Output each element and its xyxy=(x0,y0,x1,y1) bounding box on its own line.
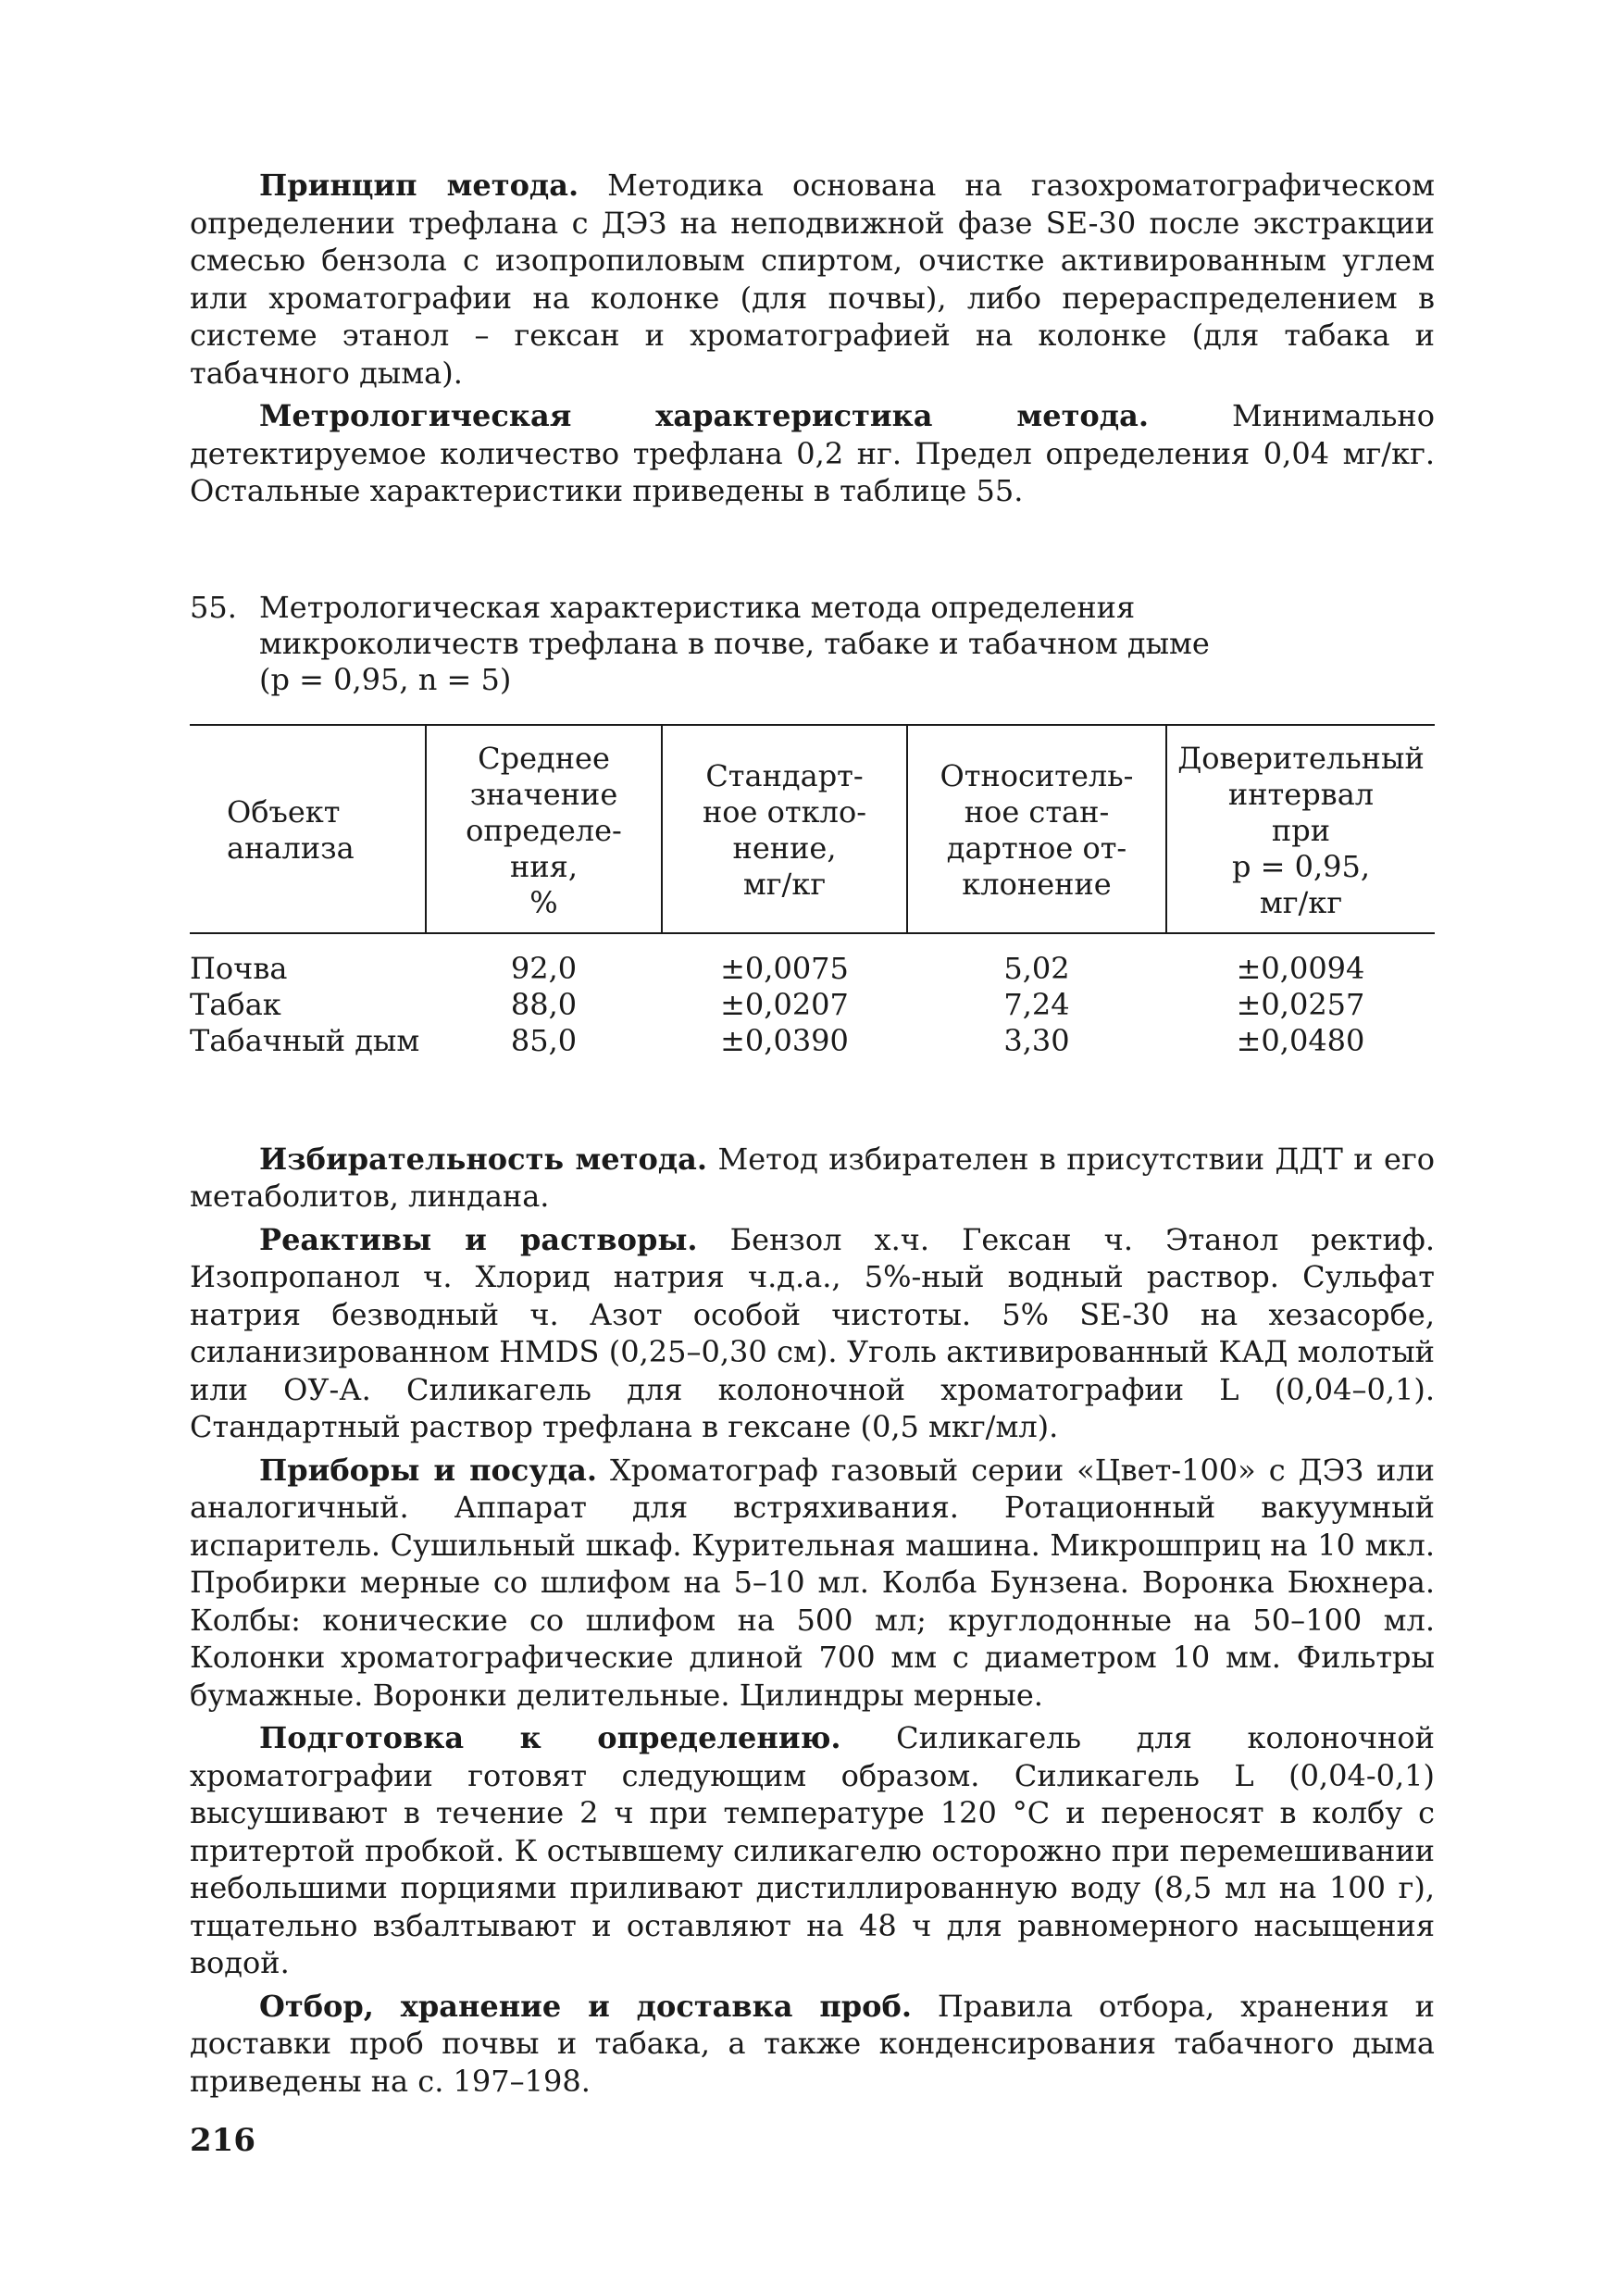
paragraph-heading: Отбор, хранение и доставка проб. xyxy=(259,1988,912,2024)
cell-mean: 92,0 xyxy=(510,950,578,986)
cell-std-dev: ±0,0207 xyxy=(720,986,849,1022)
cell-conf-interval: ±0,0094 xyxy=(1236,950,1365,986)
paragraph-heading: Метрологическая характеристика метода. xyxy=(259,398,1149,433)
equipment-paragraph xyxy=(190,1452,1435,1715)
cell-object: Почва xyxy=(190,950,288,986)
paragraph-text: Метод избирателен в присутствии ДДТ и его метаболитов, линдана. xyxy=(190,1141,1436,1214)
paragraph-text: Бензол х.ч. Гексан ч. Этанол ректиф. Изопропанол ч. Хлорид натрия ч.д.а., 5%-ный водный раствор. Сульфат натрия безводный ч. Азот особой чистоты. 5% SE-30 на хезасорбе, силанизированном HMDS (0,25–0,30 см). Уголь активированный КАД молотый или ОУ-А. Силикагель для колоночной хроматографии L (0,04–0,1). Стандартный раствор трефлана в гексане (0,5 мкг/мл). xyxy=(190,1221,1436,1444)
header-mean: Среднее значение определе- ния, % xyxy=(426,725,662,933)
cell-std-dev: ±0,0075 xyxy=(720,950,849,986)
metrology-table xyxy=(190,724,1435,1059)
sampling-paragraph xyxy=(190,1988,1435,2101)
paragraph-heading: Приборы и посуда. xyxy=(259,1452,598,1488)
header-std-dev: Стандарт- ное откло- нение, мг/кг xyxy=(662,725,907,933)
page-number: 216 xyxy=(190,2122,255,2159)
paragraph-heading: Реактивы и растворы. xyxy=(259,1221,698,1257)
table-row xyxy=(190,1023,1435,1059)
header-object: Объект анализа xyxy=(190,725,426,933)
paragraph-text: Правила отбора, хранения и доставки проб почвы и табака, а также конденсирования табачного дыма приведены на с. 197–198. xyxy=(190,1988,1436,2099)
table-row xyxy=(190,933,1435,987)
cell-rel-std-dev: 7,24 xyxy=(1003,986,1070,1022)
reagents-paragraph xyxy=(190,1221,1435,1446)
metrology-paragraph xyxy=(190,397,1435,510)
cell-mean: 85,0 xyxy=(510,1022,578,1058)
header-conf-interval: Доверительный интервал при p = 0,95, мг/кг xyxy=(1166,725,1435,933)
cell-conf-interval: ±0,0257 xyxy=(1236,986,1365,1022)
paragraph-text: Минимально детектируемое количество трефлана 0,2 нг. Предел определения 0,04 мг/кг. Остальные характеристики приведены в таблице 55. xyxy=(190,398,1436,508)
table-caption xyxy=(190,590,1240,698)
page-body xyxy=(190,167,1435,2100)
header-rel-std-dev: Относитель- ное стан- дартное от- клонение xyxy=(907,725,1166,933)
paragraph-text: Хроматограф газовый серии «Цвет-100» с ДЭЗ или аналогичный. Аппарат для встряхивания. Ротационный вакуумный испаритель. Сушильный шкаф. Курительная машина. Микрошприц на 10 мкл. Пробирки мерные со шлифом на 5–10 мл. Колба Бунзена. Воронка Бюхнера. Колбы: конические со шлифом на 500 мл; круглодонные на 50–100 мл. Колонки хроматографические длиной 700 мм с диаметром 10 мм. Фильтры бумажные. Воронки делительные. Цилиндры мерные. xyxy=(190,1452,1436,1713)
paragraph-text: Силикагель для колоночной хроматографии готовят следующим образом. Силикагель L (0,04-0,1) высушивают в течение 2 ч при температуре 120 °С и переносят в колбу с притертой пробкой. К остывшему силикагелю осторожно при перемешивании небольшими порциями приливают дистиллированную воду (8,5 мл на 100 г), тщательно взбалтывают и оставляют на 48 ч для равномерного насыщения водой. xyxy=(190,1720,1435,1980)
table-header-row xyxy=(190,725,1435,933)
principle-paragraph xyxy=(190,167,1435,392)
cell-object: Табак xyxy=(190,986,281,1022)
paragraph-heading: Подготовка к определению. xyxy=(259,1720,841,1755)
table-caption-text: Метрологическая характеристика метода определения микроколичеств трефлана в почве, табаке и табачном дыме (p = 0,95, n = 5) xyxy=(259,589,1210,697)
preparation-paragraph xyxy=(190,1719,1435,1982)
cell-conf-interval: ±0,0480 xyxy=(1236,1022,1365,1058)
cell-std-dev: ±0,0390 xyxy=(720,1022,849,1058)
table-row xyxy=(190,987,1435,1023)
cell-mean: 88,0 xyxy=(510,986,578,1022)
paragraph-text: Методика основана на газохроматографическом определении трефлана с ДЭЗ на неподвижной фазе SE-30 после экстракции смесью бензола с изопропиловым спиртом, очистке активированным углем или хроматографии на колонке (для почвы), либо перераспределением в системе этанол – гексан и хроматографией на колонке (для табака и табачного дыма). xyxy=(190,168,1435,391)
cell-rel-std-dev: 5,02 xyxy=(1003,950,1070,986)
selectivity-paragraph xyxy=(190,1141,1435,1216)
paragraph-heading: Принцип метода. xyxy=(259,168,579,203)
paragraph-heading: Избирательность метода. xyxy=(259,1141,708,1177)
table-number: 55. xyxy=(190,589,237,625)
cell-rel-std-dev: 3,30 xyxy=(1003,1022,1070,1058)
cell-object: Табачный дым xyxy=(190,1022,420,1058)
